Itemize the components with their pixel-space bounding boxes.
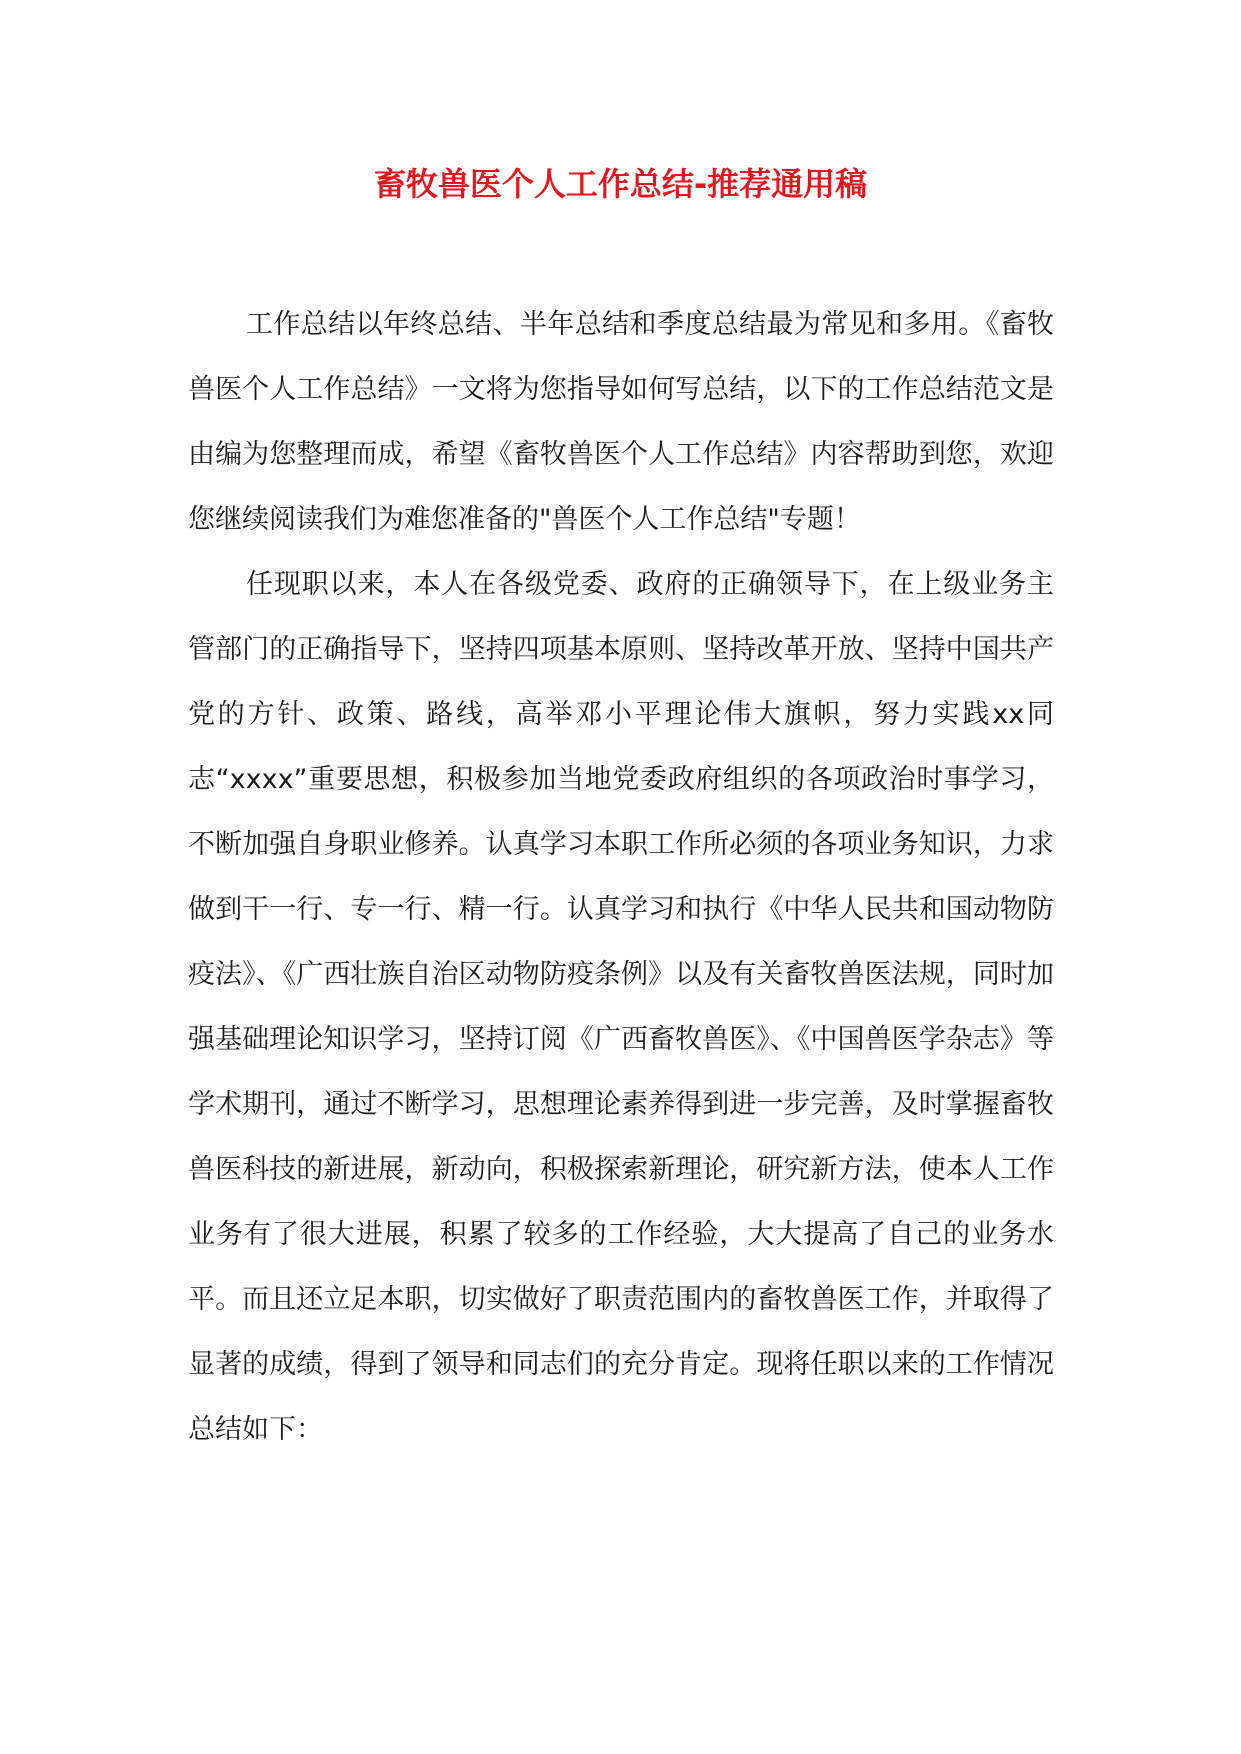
paragraph-main: 任现职以来，本人在各级党委、政府的正确领导下，在上级业务主管部门的正确指导下，坚持四项基本原则、坚持改革开放、坚持中国共产党的方针、政策、路线，高举邓小平理论伟大旗帜，努力实践xx同志“xxxx”重要思想，积极参加当地党委政府组织的各项政治时事学习，不断加强自身职业修养。认真学习本职工作所必须的各项业务知识，力求做到干一行、专一行、精一行。认真学习和执行《中华人民共和国动物防疫法》、《广西壮族自治区动物防疫条例》以及有关畜牧兽医法规，同时加强基础理论知识学习，坚持订阅《广西畜牧兽医》、《中国兽医学杂志》等学术期刊，通过不断学习，思想理论素养得到进一步完善，及时掌握畜牧兽医科技的新进展，新动向，积极探索新理论，研究新方法，使本人工作业务有了很大进展，积累了较多的工作经验，大大提高了自己的业务水平。而且还立足本职，切实做好了职责范围内的畜牧兽医工作，并取得了显著的成绩，得到了领导和同志们的充分肯定。现将任职以来的工作情况总结如下： <box>188 569 1054 1445</box>
document-title: 畜牧兽医个人工作总结-推荐通用稿 <box>373 165 868 203</box>
document-body <box>188 292 1054 1462</box>
paragraph-intro: 工作总结以年终总结、半年总结和季度总结最为常见和多用。《畜牧兽医个人工作总结》一文将为您指导如何写总结，以下的工作总结范文是由编为您整理而成，希望《畜牧兽医个人工作总结》内容帮助到您，欢迎您继续阅读我们为难您准备的"兽医个人工作总结"专题！ <box>188 309 1054 535</box>
